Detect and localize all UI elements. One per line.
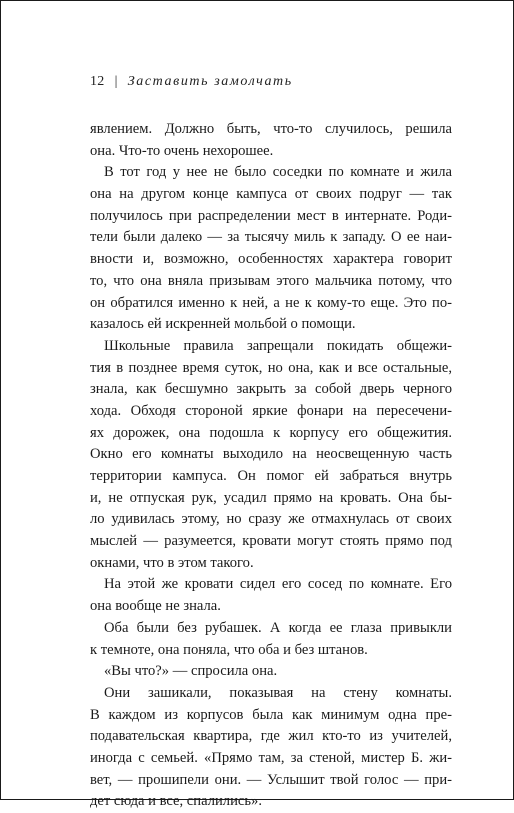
page-number: 12	[90, 74, 105, 89]
text-line: тия в позднее время суток, но она, как и все остальные,	[90, 359, 452, 376]
text-line: она на другом конце кампуса от своих подруг — так	[90, 186, 452, 203]
text-line: вности и, возможно, особенностях характера говорит	[90, 251, 452, 268]
paragraph	[90, 336, 452, 575]
text-line: территории кампуса. Он помог ей забраться внутрь	[90, 468, 452, 484]
text-line: иногда с семьей. «Прямо там, за стеной, мистер Б. жи-	[90, 749, 452, 766]
text-line: явлением. Должно быть, что-то случилось, решила	[90, 121, 452, 137]
text-line: «Вы что?» — спросила она.	[104, 663, 278, 680]
text-line: Оба были без рубашек. А когда ее глаза привыкли	[104, 619, 452, 636]
running-header	[90, 74, 293, 90]
text-line: ях дорожек, она подошла к корпусу его общежития.	[90, 424, 452, 441]
text-line: и, не отпуская рук, усадил прямо на кровать. Она бы-	[90, 489, 452, 506]
text-line: к темноте, она поняла, что оба и без штанов.	[90, 641, 368, 658]
text-line: Окно его комнаты выходило на неосвещенную часть	[90, 446, 452, 463]
paragraph	[90, 574, 452, 617]
running-title: Заставить замолчать	[127, 74, 293, 89]
text-line: хода. Обходя стороной яркие фонари на пересечени-	[90, 402, 452, 419]
text-line: подавательская квартира, где жил кто-то из учителей,	[90, 728, 452, 745]
text-line: В каждом из корпусов была как минимум одна пре-	[90, 706, 452, 723]
text-line: она вообще не знала.	[90, 598, 221, 615]
text-line: он обратился именно к ней, а не к кому-то еще. Это по-	[90, 294, 452, 311]
text-line: В тот год у нее не было соседки по комнате и жила	[104, 164, 452, 181]
text-line: она. Что-то очень нехорошее.	[90, 142, 274, 159]
text-line: Они зашикали, показывая на стену комнаты.	[104, 684, 452, 701]
text-line: то, что она вняла призывам этого мальчика потому, что	[90, 272, 452, 289]
paragraph	[90, 119, 452, 162]
header-separator: |	[114, 74, 118, 89]
text-line: Школьные правила запрещали покидать общежи-	[104, 337, 452, 354]
text-line: ло удивилась этому, но сразу же отмахнулась от своих	[90, 511, 452, 528]
text-line: мыслей — разумеется, кровати могут стоять прямо под	[90, 533, 452, 550]
text-line: знала, как бесшумно закрыть за собой дверь черного	[90, 381, 452, 398]
body-text	[90, 119, 452, 813]
text-line: получилось при распределении мест в интернате. Роди-	[90, 207, 452, 224]
paragraph	[90, 661, 452, 683]
text-line: окнами, что в этом такого.	[90, 554, 254, 571]
text-line: казалось ей искренней мольбой о помощи.	[90, 316, 356, 333]
text-line: На этой же кровати сидел его сосед по комнате. Его	[104, 576, 452, 593]
text-line: вет, — прошипели они. — Услышит твой голос — при-	[90, 771, 452, 788]
text-line: дет сюда и все, спалились».	[90, 793, 262, 810]
paragraph	[90, 162, 452, 336]
paragraph	[90, 618, 452, 661]
paragraph	[90, 683, 452, 813]
text-line: тели были далеко — за тысячу миль к западу. О ее наи-	[90, 229, 452, 246]
